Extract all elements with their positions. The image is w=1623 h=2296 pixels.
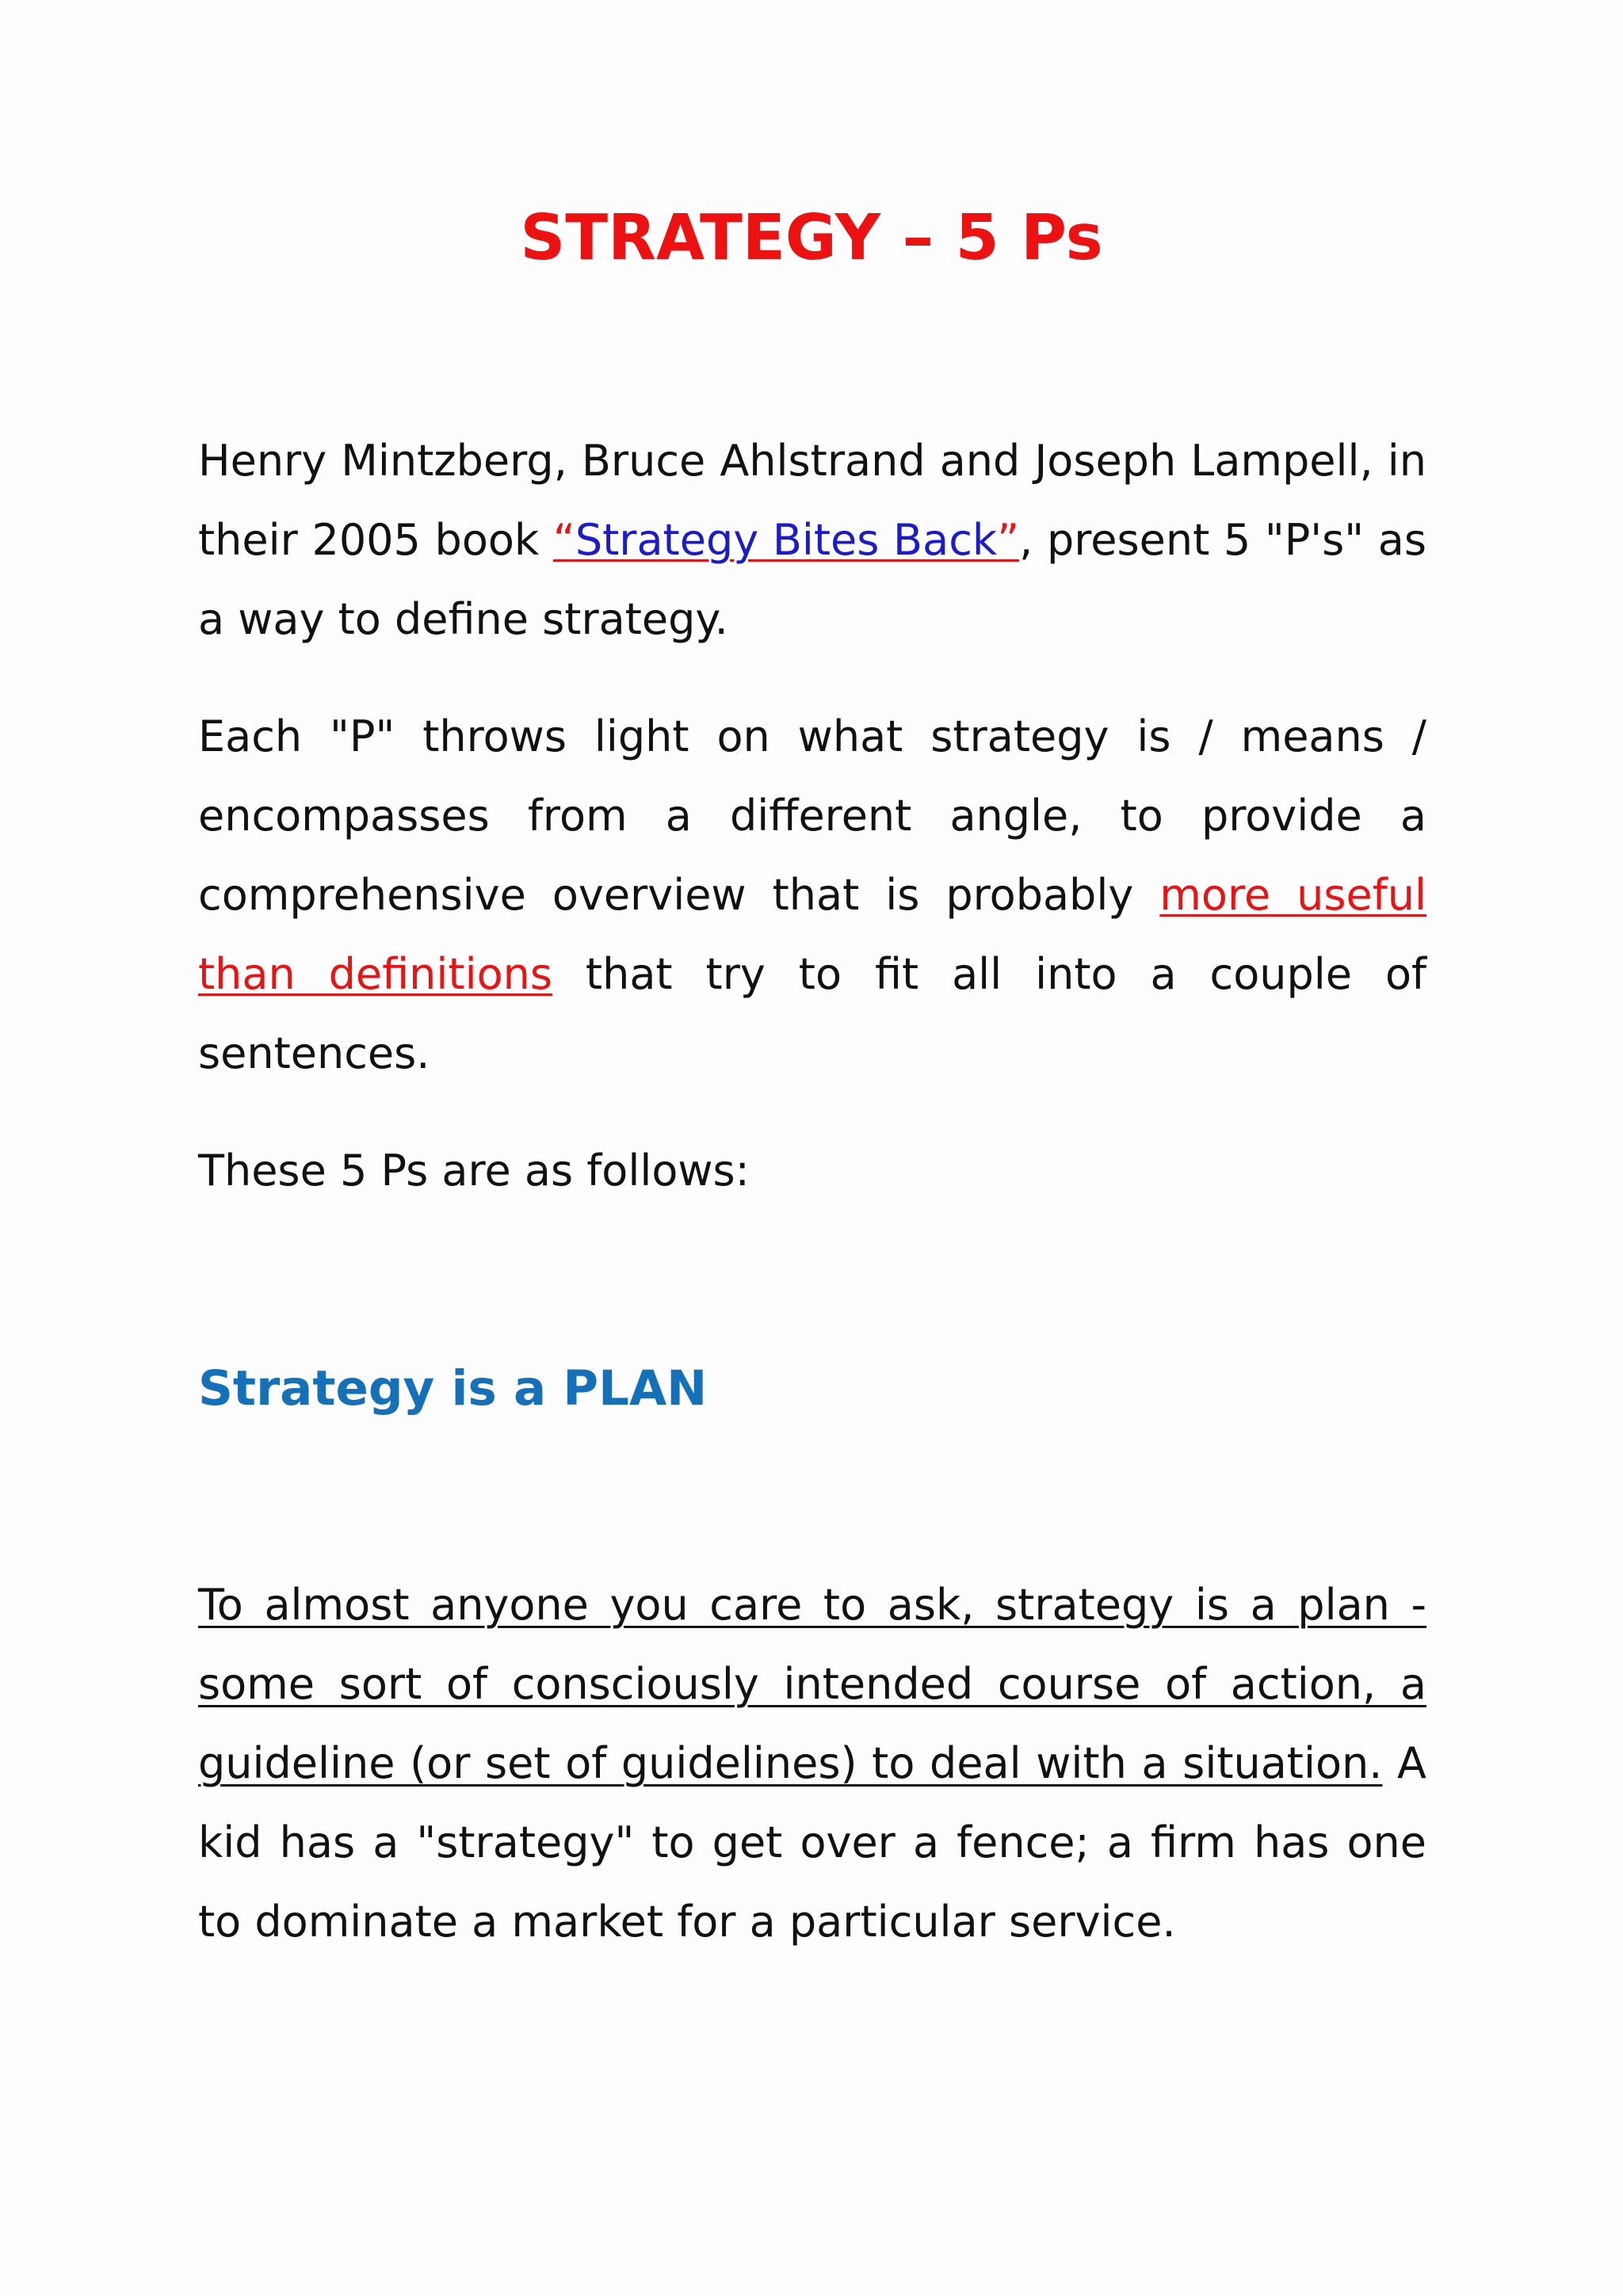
each-p-text-start: Each "P" throws light on what strategy is / means / encompasses from a different angle, to provide a comprehensive overview that is probably xyxy=(198,711,1426,920)
plan-definition-underlined: To almost anyone you care to ask, strategy is a plan - some sort of consciously intended course of action, a guideline (or set of guidelines) to deal with a situation. xyxy=(198,1580,1426,1788)
definitions-link[interactable]: more useful than definitions xyxy=(198,870,1426,999)
list-intro-paragraph: These 5 Ps are as follows: xyxy=(198,1146,750,1196)
quote-open: “ xyxy=(552,515,575,565)
each-p-paragraph xyxy=(198,697,1426,1093)
quote-close: ” xyxy=(997,515,1020,565)
plan-example-text: A kid has a "strategy" to get over a fence; a firm has one to dominate a market for a particular service. xyxy=(198,1738,1426,1947)
book-title-text: Strategy Bites Back xyxy=(575,515,998,565)
intro-text-end: , present 5 "P's" as a way to define strategy. xyxy=(198,515,1426,644)
plan-paragraph xyxy=(198,1566,1426,1962)
intro-paragraph xyxy=(198,421,1426,659)
book-title-link[interactable] xyxy=(553,515,1019,565)
each-p-text-end: that try to fit all into a couple of sentences. xyxy=(198,949,1426,1078)
section-heading-plan: Strategy is a PLAN xyxy=(198,1360,708,1417)
page-title: STRATEGY – 5 Ps xyxy=(520,201,1103,274)
intro-text-start: Henry Mintzberg, Bruce Ahlstrand and Joseph Lampell, in their 2005 book xyxy=(198,436,1426,565)
